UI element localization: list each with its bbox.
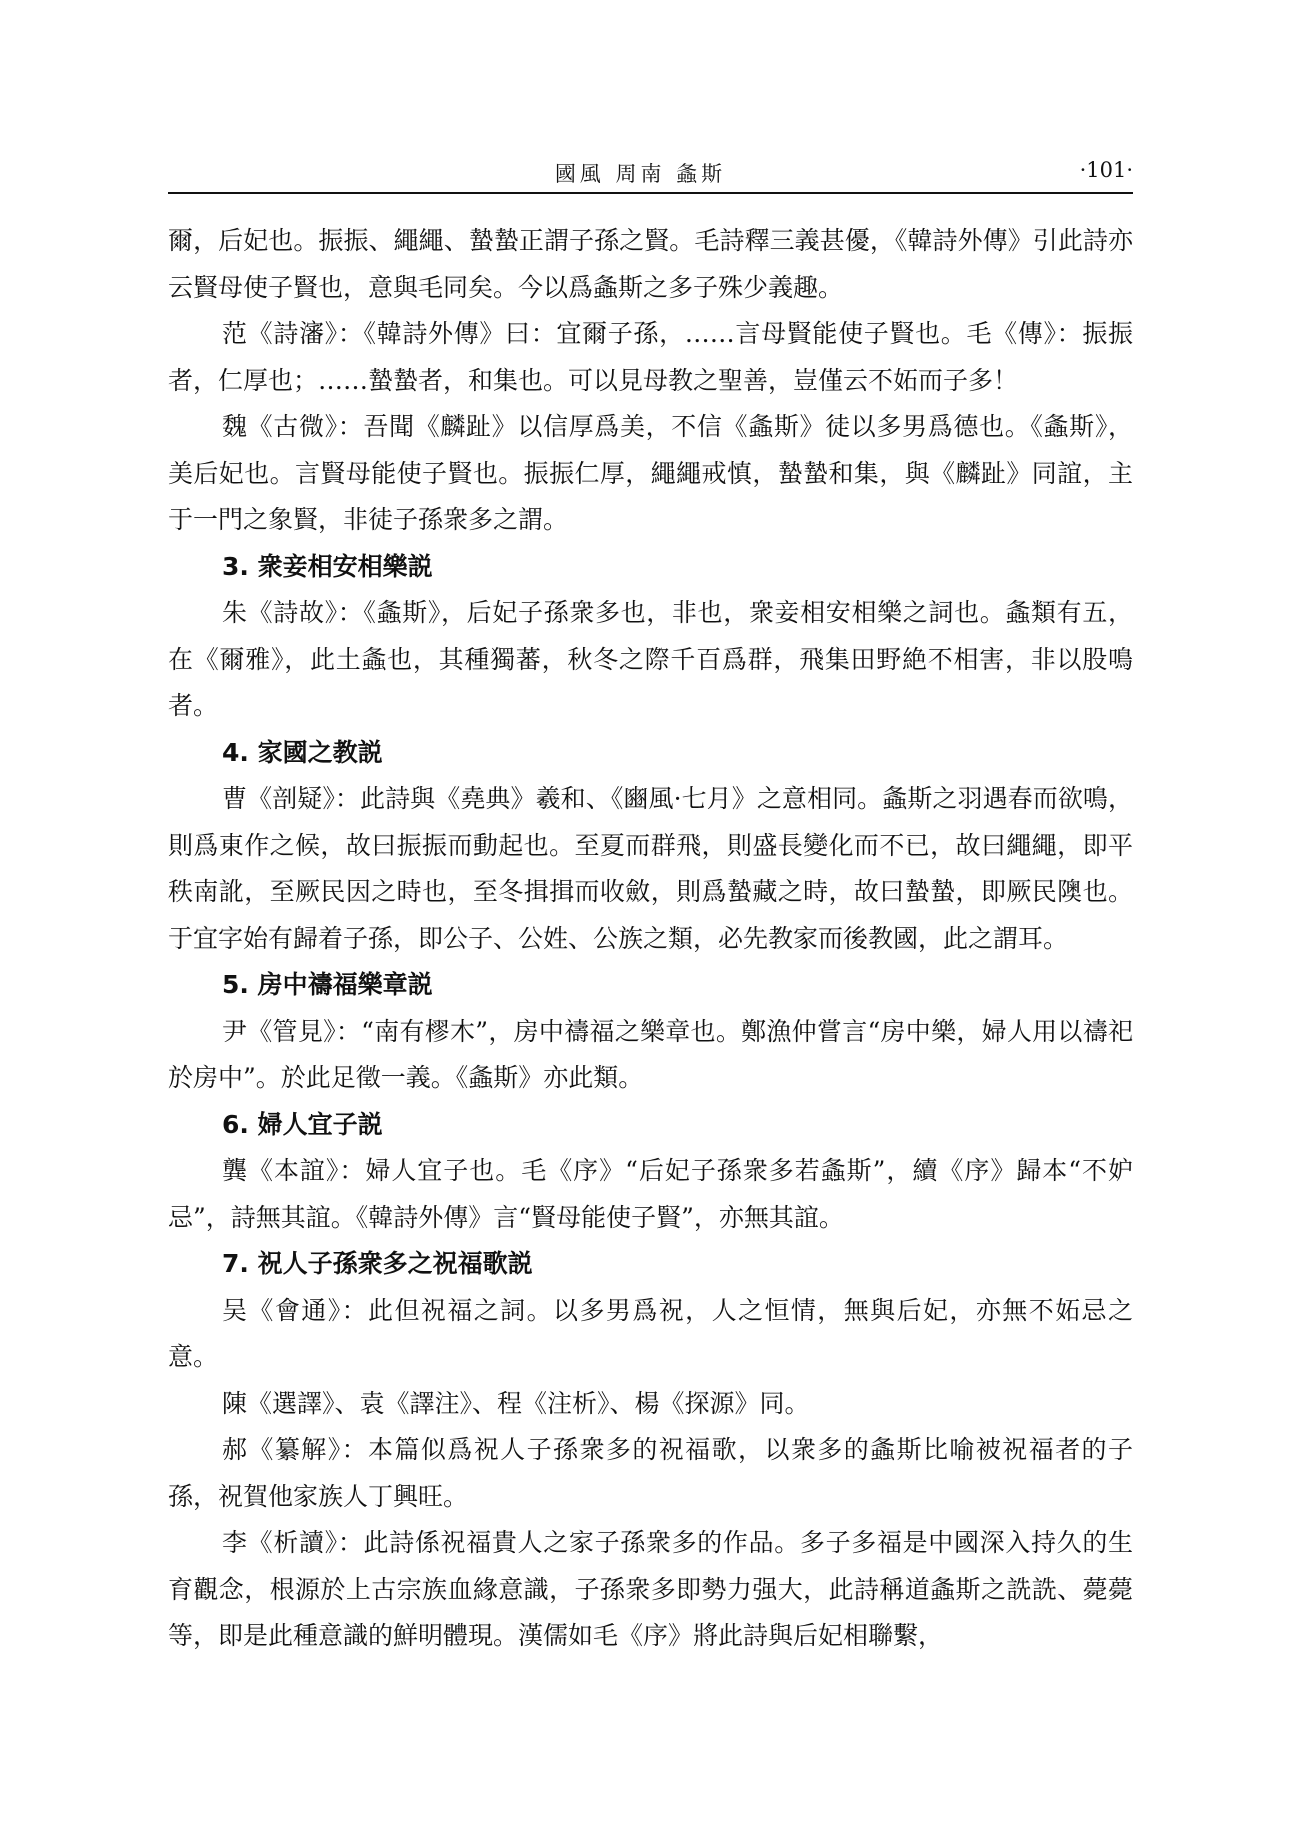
paragraph: 范《詩瀋》：《韓詩外傳》曰：宜爾子孫，……言母賢能使子賢也。毛《傳》：振振者，仁厚也；……蟄蟄者，和集也。可以見母教之聖善，豈僅云不妬而子多！ — [168, 319, 1133, 395]
header-rule — [168, 192, 1133, 194]
section-heading: 4. 家國之教説 — [222, 737, 383, 767]
section-heading: 3. 衆妾相安相樂説 — [222, 551, 433, 581]
paragraph: 曹《剖疑》：此詩與《堯典》羲和、《豳風·七月》之意相同。螽斯之羽遇春而欲鳴，則爲東作之候，故曰振振而動起也。至夏而群飛，則盛長變化而不已，故曰繩繩，即平秩南訛，至厥民因之時也，至冬揖揖而收斂，則爲蟄藏之時，故曰蟄蟄，即厥民隩也。于宜字始有歸着子孫，即公子、公姓、公族之類，必先教家而後教國，此之謂耳。 — [168, 784, 1133, 953]
paragraph: 爾，后妃也。振振、繩繩、蟄蟄正謂子孫之賢。毛詩釋三義甚優，《韓詩外傳》引此詩亦云賢母使子賢也，意與毛同矣。今以爲螽斯之多子殊少義趣。 — [168, 226, 1133, 302]
paragraph: 陳《選譯》、袁《譯注》、程《注析》、楊《探源》同。 — [222, 1388, 810, 1418]
page-number: ·101· — [1079, 158, 1133, 182]
section-heading: 7. 祝人子孫衆多之祝福歌説 — [222, 1249, 533, 1278]
body-text — [168, 218, 1133, 1660]
section-heading: 5. 房中禱福樂章説 — [222, 970, 433, 999]
paragraph: 吴《會通》：此但祝福之詞。以多男爲祝，人之恒情，無與后妃，亦無不妬忌之意。 — [168, 1295, 1133, 1371]
paragraph: 朱《詩故》：《螽斯》，后妃子孫衆多也，非也，衆妾相安相樂之詞也。螽類有五，在《爾雅》，此土螽也，其種獨蕃，秋冬之際千百爲群，飛集田野絶不相害，非以股鳴者。 — [168, 598, 1133, 720]
paragraph: 李《析讀》：此詩係祝福貴人之家子孫衆多的作品。多子多福是中國深入持久的生育觀念，根源於上古宗族血緣意識，子孫衆多即勢力强大，此詩稱道螽斯之詵詵、薨薨等，即是此種意識的鮮明體現。漢儒如毛《序》將此詩與后妃相聯繫， — [168, 1528, 1133, 1650]
paragraph: 魏《古微》：吾聞《麟趾》以信厚爲美，不信《螽斯》徒以多男爲德也。《螽斯》，美后妃也。言賢母能使子賢也。振振仁厚，繩繩戒慎，蟄蟄和集，與《麟趾》同誼，主于一門之象賢，非徒子孫衆多之謂。 — [168, 412, 1133, 534]
paragraph: 龔《本誼》：婦人宜子也。毛《序》“后妃子孫衆多若螽斯”，續《序》歸本“不妒忌”，詩無其誼。《韓詩外傳》言“賢母能使子賢”，亦無其誼。 — [168, 1156, 1133, 1232]
paragraph: 郝《纂解》：本篇似爲祝人子孫衆多的祝福歌，以衆多的螽斯比喻被祝福者的子孫，祝賀他家族人丁興旺。 — [168, 1435, 1133, 1511]
paragraph: 尹《管見》：“南有樛木”，房中禱福之樂章也。鄭漁仲嘗言“房中樂，婦人用以禱祀於房中”。於此足徵一義。《螽斯》亦此類。 — [168, 1016, 1133, 1092]
header-title: 國風 周南 螽斯 — [554, 162, 727, 186]
section-heading: 6. 婦人宜子説 — [222, 1109, 383, 1139]
